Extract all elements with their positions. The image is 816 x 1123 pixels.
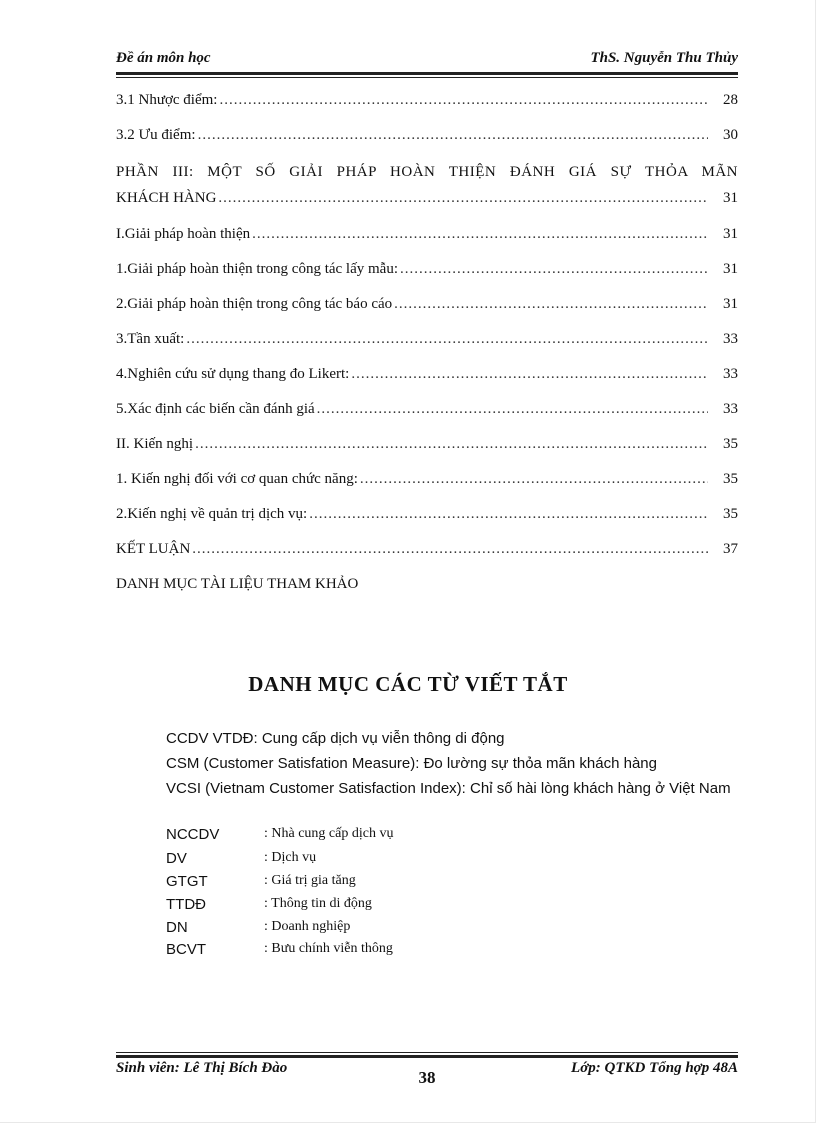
toc-entry-page: 31 [723,226,738,242]
abbreviation-term: BCVT [166,941,207,958]
abbreviation-term: TTDĐ [166,896,206,913]
toc-entry-title: 4.Nghiên cứu sử dụng thang đo Likert: [116,366,350,382]
toc-entry-title: 3.1 Nhược điểm: [116,92,218,108]
toc-leader-dots [218,190,708,207]
toc-entry-title: 2.Giải pháp hoàn thiện trong công tác báo cáo [116,296,393,312]
page-header [116,50,738,72]
toc-entry-page: 33 [723,366,738,382]
header-course-title: Đề án môn học [116,50,211,66]
toc-entry-page: 28 [723,92,738,108]
toc-entry-title: 3.2 Ưu điểm: [116,127,196,143]
toc-entry-page: 33 [723,401,738,417]
abbreviation-row [166,896,738,918]
abbreviation-paragraph: VCSI (Vietnam Customer Satisfaction Index): Chỉ số hài lòng khách hàng ở Việt Nam [166,780,731,797]
toc-entry-page: 31 [723,261,738,277]
abbreviation-meaning: : Dịch vụ [264,850,317,865]
abbreviation-row [166,826,738,848]
toc-entry-title: DANH MỤC TÀI LIỆU THAM KHẢO [116,576,359,592]
toc-entry-page: 37 [723,541,738,557]
footer-class: Lớp: QTKD Tổng hợp 48A [571,1060,738,1076]
abbreviation-row [166,919,738,941]
toc-entry[interactable] [116,541,738,563]
toc-entry[interactable] [116,506,738,528]
page-footer [116,1060,738,1086]
abbreviation-row [166,850,738,872]
toc-leader-dots [192,541,708,558]
toc-leader-dots [252,226,708,243]
toc-leader-dots [195,436,708,453]
toc-entry[interactable] [116,576,738,598]
abbreviation-meaning: : Giá trị gia tăng [264,873,356,888]
toc-entry[interactable] [116,401,738,423]
toc-entry-title: I.Giải pháp hoàn thiện [116,226,251,242]
abbreviation-meaning: : Thông tin di động [264,896,372,911]
toc-leader-dots [360,471,708,488]
toc-entry-page: 31 [723,190,738,206]
toc-entry[interactable] [116,261,738,283]
toc-entry-page: 35 [723,471,738,487]
toc-leader-dots [317,401,708,418]
toc-entry[interactable] [116,331,738,353]
abbreviation-meaning: : Doanh nghiệp [264,919,351,934]
abbreviation-meaning: : Bưu chính viễn thông [264,941,393,956]
toc-entry-page: 33 [723,331,738,347]
toc-entry-title: 1. Kiến nghị đối với cơ quan chức năng: [116,471,358,487]
toc-entry[interactable] [116,127,738,149]
toc-entry-title-line1[interactable]: PHẦN III: MỘT SỐ GIẢI PHÁP HOÀN THIỆN ĐÁNH GIÁ SỰ THỎA MÃN [116,164,738,180]
footer-rule-thick [116,1055,738,1058]
abbreviation-meaning: : Nhà cung cấp dịch vụ [264,826,394,841]
toc-entry[interactable] [116,226,738,248]
toc-entry[interactable] [116,296,738,318]
toc-entry-page: 30 [723,127,738,143]
toc-entry-title: 5.Xác định các biến cần đánh giá [116,401,315,417]
toc-entry-page: 35 [723,436,738,452]
header-instructor: ThS. Nguyễn Thu Thủy [590,50,738,66]
toc-entry-title: II. Kiến nghị [116,436,194,452]
toc-entry-title: KẾT LUẬN [116,541,191,557]
header-rule-thick [116,72,738,75]
abbreviation-term: DV [166,850,187,867]
abbreviation-row [166,941,738,963]
toc-leader-dots [351,366,708,383]
toc-entry[interactable] [116,92,738,114]
abbreviation-line: CSM (Customer Satisfation Measure): Đo lường sự thỏa mãn khách hàng [166,755,657,772]
toc-leader-dots [309,506,708,523]
footer-rule-thin [116,1052,738,1053]
footer-student: Sinh viên: Lê Thị Bích Đào [116,1060,288,1076]
abbreviation-term: GTGT [166,873,208,890]
toc-leader-dots [198,127,708,144]
header-rule-thin [116,77,738,78]
toc-leader-dots [219,92,708,109]
abbreviations-title: DANH MỤC CÁC TỪ VIẾT TẮT [248,672,568,696]
page-number: 38 [418,1068,436,1087]
toc-leader-dots [400,261,708,278]
toc-entry-page: 35 [723,506,738,522]
toc-entry-title: 1.Giải pháp hoàn thiện trong công tác lấy mẫu: [116,261,399,277]
toc-entry[interactable] [116,471,738,493]
toc-entry-page: 31 [723,296,738,312]
toc-entry[interactable] [116,436,738,458]
abbreviation-term: DN [166,919,188,936]
toc-leader-dots [186,331,708,348]
toc-entry-title: 2.Kiến nghị về quản trị dịch vụ: [116,506,308,522]
abbreviation-line: CCDV VTDĐ: Cung cấp dịch vụ viễn thông di động [166,730,505,747]
toc-leader-dots [394,296,708,313]
toc-entry-title: 3.Tần xuất: [116,331,185,347]
abbreviation-row [166,873,738,895]
toc-entry[interactable] [116,190,738,212]
toc-entry-title: KHÁCH HÀNG [116,190,217,206]
toc-entry[interactable] [116,366,738,388]
abbreviation-term: NCCDV [166,826,220,843]
